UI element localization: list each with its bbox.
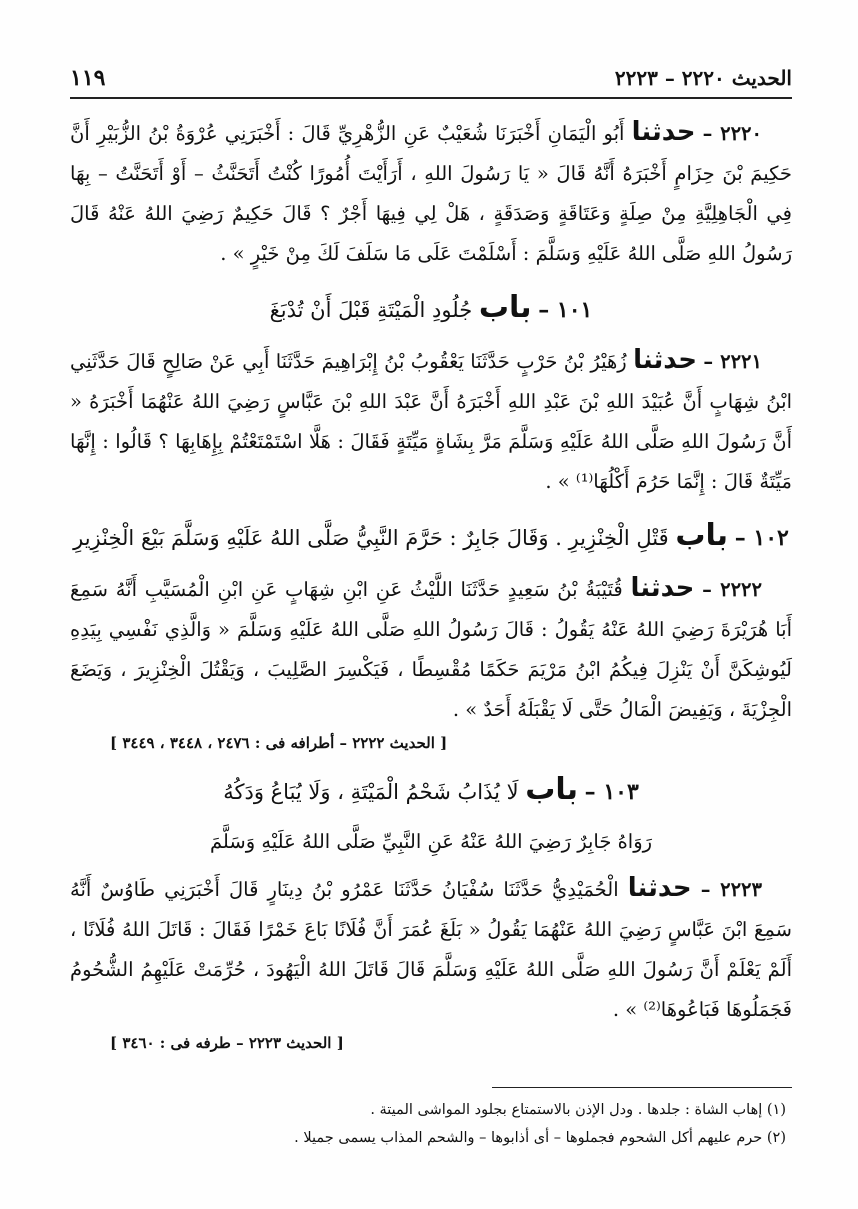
hadith-2223-reference: [ الحديث ٢٢٢٣ – طرفه فى : ٣٤٦٠ ] — [110, 1034, 344, 1052]
bab-title: جُلُودِ الْمَيْتَةِ قَبْلَ أَنْ تُدْبَغَ — [269, 298, 473, 322]
page-body — [70, 112, 792, 1060]
hadith-text: أَبُو الْيَمَانِ أَخْبَرَنَا شُعَيْبٌ عَنِ الزُّهْرِيِّ قَالَ : أَخْبَرَنِي عُرْوَةُ بْنُ الزُّبَيْرِ أَنَّ حَكِيمَ بْنَ حِزَامٍ أَخْبَرَهُ أَنَّهُ قَالَ « يَا رَسُولَ اللهِ ، أَرَأَيْتَ أُمُورًا كُنْتُ أَتَحَنَّثُ – أَوْ أَتَحَنَّتُ – بِهَا فِي الْجَاهِلِيَّةِ مِنْ صِلَةٍ وَعَتَاقَةٍ وَصَدَقَةٍ ، هَلْ لِي فِيهَا أَجْرٌ ؟ قَالَ حَكِيمٌ رَضِيَ اللهُ عَنْهُ قَالَ رَسُولُ اللهِ صَلَّى اللهُ عَلَيْهِ وَسَلَّمَ : أَسْلَمْتَ عَلَى مَا سَلَفَ لَكَ مِنْ خَيْرٍ » . — [70, 122, 792, 265]
footnote-1: (١) إهاب الشاة : جلدها . ودل الإذن بالاستمتاع بجلود المواشى الميتة . — [370, 1102, 786, 1118]
footnote-rule — [492, 1087, 792, 1088]
bab-103-heading — [70, 770, 792, 812]
hadith-text: قُتَيْبَةُ بْنُ سَعِيدٍ حَدَّثَنَا اللَّيْثُ عَنِ ابْنِ شِهَابٍ عَنِ ابْنِ الْمُسَيَّبِ أَنَّهُ سَمِعَ أَبَا هُرَيْرَةَ رَضِيَ اللهُ عَنْهُ يَقُولُ : قَالَ رَسُولُ اللهِ صَلَّى اللهُ عَلَيْهِ وَسَلَّمَ « وَالَّذِي نَفْسِي بِيَدِهِ لَيُوشِكَنَّ أَنْ يَنْزِلَ فِيكُمُ ابْنُ مَرْيَمَ حَكَمًا مُقْسِطًا ، فَيَكْسِرَ الصَّلِيبَ ، وَيَقْتُلَ الْخِنْزِيرَ ، وَيَضَعَ الْجِزْيَةَ ، وَيَفِيضَ الْمَالُ حَتَّى لَا يَقْبَلَهُ أَحَدٌ » . — [70, 578, 792, 721]
hadith-number: ٢٢٢١ – — [703, 350, 763, 373]
bab-number: ١٠٣ – — [584, 779, 639, 805]
page-header — [70, 60, 792, 96]
hadith-2221 — [70, 340, 792, 502]
hadith-2220 — [70, 112, 792, 274]
bab-number: ١٠١ – — [538, 297, 593, 323]
bab-word: باب — [525, 772, 578, 807]
running-title: الحديث ٢٢٢٠ – ٢٢٢٣ — [614, 66, 792, 90]
hadith-text: الْحُمَيْدِيُّ حَدَّثَنَا سُفْيَانُ حَدَّثَنَا عَمْرُو بْنُ دِينَارٍ قَالَ أَخْبَرَنِي طَاوُسٌ أَنَّهُ سَمِعَ ابْنَ عَبَّاسٍ رَضِيَ اللهُ عَنْهُمَا يَقُولُ « بَلَغَ عُمَرَ أَنَّ فُلَانًا بَاعَ خَمْرًا فَقَالَ : قَاتَلَ اللهُ فُلَانًا ، أَلَمْ يَعْلَمْ أَنَّ رَسُولَ اللهِ صَلَّى اللهُ عَلَيْهِ وَسَلَّمَ قَالَ قَاتَلَ اللهُ الْيَهُودَ ، حُرِّمَتْ عَلَيْهِمُ الشُّحُومُ فَجَمَلُوهَا فَبَاعُوهَا⁽²⁾ » . — [70, 878, 792, 1021]
haddathana-word: حدثنا — [627, 873, 692, 903]
bab-word: باب — [675, 518, 729, 553]
haddathana-word: حدثنا — [633, 345, 698, 375]
footnote-2: (٢) حرم عليهم أكل الشحوم فجملوها – أى أذابوها – والشحم المذاب يسمى جميلا . — [294, 1130, 786, 1146]
hadith-number: ٢٢٢٢ – — [702, 578, 763, 601]
hadith-2222-reference: [ الحديث ٢٢٢٢ – أطرافه فى : ٢٤٧٦ ، ٣٤٤٨ ، ٣٤٤٩ ] — [110, 734, 448, 752]
bab-number: ١٠٢ – — [734, 525, 789, 551]
bab-101-heading — [70, 288, 792, 330]
hadith-number: ٢٢٢٣ – — [700, 878, 763, 901]
bab-102-heading — [70, 516, 792, 558]
bab-103-subline: رَوَاهُ جَابِرٌ رَضِيَ اللهُ عَنْهُ عَنِ النَّبِيِّ صَلَّى اللهُ عَلَيْهِ وَسَلَّمَ — [209, 830, 653, 853]
hadith-2222 — [70, 568, 792, 730]
hadith-number: ٢٢٢٠ – — [702, 122, 763, 145]
hadith-2223 — [70, 868, 792, 1030]
header-rule — [70, 97, 792, 99]
footnotes — [70, 1096, 792, 1152]
hadith-text: زُهَيْرُ بْنُ حَرْبٍ حَدَّثَنَا يَعْقُوبُ بْنُ إِبْرَاهِيمَ حَدَّثَنَا أَبِي عَنْ صَالِحٍ قَالَ حَدَّثَنِي ابْنُ شِهَابٍ أَنَّ عُبَيْدَ اللهِ بْنَ عَبْدِ اللهِ أَخْبَرَهُ أَنَّ عَبْدَ اللهِ بْنَ عَبَّاسٍ رَضِيَ اللهُ عَنْهُمَا أَخْبَرَهُ « أَنَّ رَسُولَ اللهِ صَلَّى اللهُ عَلَيْهِ وَسَلَّمَ مَرَّ بِشَاةٍ مَيِّتَةٍ فَقَالَ : هَلَّا اسْتَمْتَعْتُمْ بِإِهَابِهَا ؟ قَالُوا : إِنَّهَا مَيِّتَةٌ قَالَ : إِنَّمَا حَرُمَ أَكْلُهَا⁽¹⁾ » . — [70, 350, 792, 493]
haddathana-word: حدثنا — [631, 117, 696, 147]
haddathana-word: حدثنا — [630, 573, 695, 603]
bab-title: لَا يُذَابُ شَحْمُ الْمَيْتَةِ ، وَلَا يُبَاعُ وَدَكُهُ — [223, 780, 519, 804]
bab-title: قَتْلِ الْخِنْزِيرِ . وَقَالَ جَابِرٌ : حَرَّمَ النَّبِيُّ صَلَّى اللهُ عَلَيْهِ وَسَلَّمَ بَيْعَ الْخِنْزِيرِ — [73, 526, 669, 550]
page-number: ١١٩ — [70, 65, 106, 91]
bab-word: باب — [478, 290, 532, 325]
